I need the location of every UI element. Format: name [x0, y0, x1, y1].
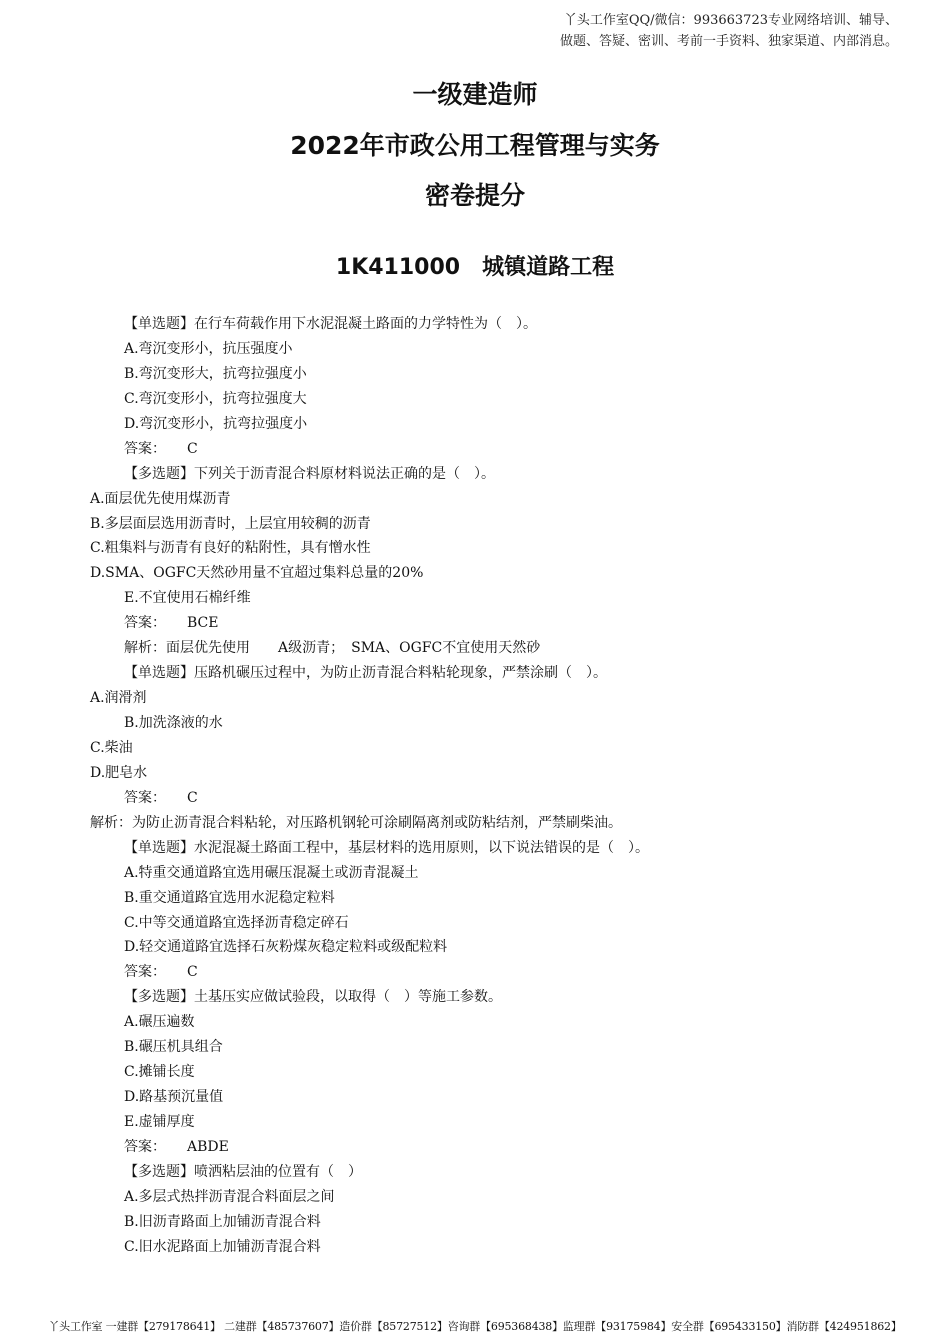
content-line: E.不宜使用石棉纤维	[124, 590, 251, 607]
content-line: 答案： BCE	[124, 615, 219, 632]
content-line: 答案： C	[124, 440, 198, 457]
content-line: D.肥皂水	[90, 764, 148, 781]
content-line: 答案： C	[124, 789, 198, 806]
content-line: 【单选题】压路机碾压过程中，为防止沥青混合料粘轮现象，严禁涂刷（ ）。	[124, 665, 607, 682]
content-line: A.碾压遍数	[124, 1014, 195, 1031]
content-line: C.弯沉变形小，抗弯拉强度大	[124, 390, 307, 407]
section-title: 1K411000 城镇道路工程	[335, 255, 615, 280]
content-line: 答案： C	[124, 964, 198, 981]
content-line: D.SMA、OGFC天然砂用量不宜超过集料总量的20%	[90, 565, 424, 582]
content-line: A.润滑剂	[90, 690, 147, 707]
paper-title: 密卷提分	[424, 181, 525, 210]
content-line: 【多选题】下列关于沥青混合料原材料说法正确的是（ ）。	[124, 465, 495, 482]
content-line: C.粗集料与沥青有良好的粘附性，具有憎水性	[90, 540, 371, 557]
content-line: A.特重交通道路宜选用碾压混凝土或沥青混凝土	[124, 864, 419, 881]
content-line: B.加洗涤液的水	[124, 715, 223, 731]
content-line: A.面层优先使用煤沥青	[90, 490, 231, 507]
content-line: A.多层式热拌沥青混合料面层之间	[124, 1188, 335, 1205]
content-line: 【多选题】喷洒粘层油的位置有（ ）	[124, 1163, 362, 1180]
content-line: B.旧沥青路面上加铺沥青混合料	[124, 1213, 321, 1230]
page-header	[468, 10, 898, 52]
content-line: B.多层面层选用沥青时，上层宜用较稠的沥青	[90, 515, 371, 532]
subject-title: 2022年市政公用工程管理与实务	[290, 131, 660, 160]
content-line: C.旧水泥路面上加铺沥青混合料	[124, 1238, 321, 1255]
content-line: 解析：为防止沥青混合料粘轮，对压路机钢轮可涂刷隔离剂或防粘结剂，严禁刷柴油。	[90, 814, 622, 831]
content-line: D.路基预沉量值	[124, 1089, 224, 1106]
content-line: 【单选题】水泥混凝土路面工程中，基层材料的选用原则，以下说法错误的是（ ）。	[124, 839, 649, 856]
exam-title: 一级建造师	[412, 80, 538, 109]
content-line: B.碾压机具组合	[124, 1039, 223, 1056]
content-line: E.虚铺厚度	[124, 1114, 195, 1130]
header-line-2: 做题、答疑、密训、考前一手资料、独家渠道、内部消息。	[559, 34, 898, 49]
content-line: B.弯沉变形大，抗弯拉强度小	[124, 365, 307, 382]
content-line: 【单选题】在行车荷载作用下水泥混凝土路面的力学特性为（ ）。	[124, 316, 537, 332]
page-footer: 丫头工作室 一建群【279178641】 二建群【485737607】造价群【85727512】咨询群【695368438】监理群【93175984】安全群【695433150】消防群【424951862】	[48, 1320, 902, 1333]
content-line: D.轻交通道路宜选择石灰粉煤灰稳定粒料或级配粒料	[124, 939, 448, 956]
content-line: 解析：面层优先使用 A级沥青； SMA、OGFC不宜使用天然砂	[124, 640, 541, 657]
content-line: C.柴油	[90, 739, 133, 756]
content-line: B.重交通道路宜选用水泥稳定粒料	[124, 889, 335, 906]
content-line: A.弯沉变形小，抗压强度小	[124, 340, 293, 357]
content-line: D.弯沉变形小，抗弯拉强度小	[124, 415, 308, 432]
question-list	[0, 312, 950, 1260]
content-line: C.摊铺长度	[124, 1064, 195, 1081]
content-line: 【多选题】土基压实应做试验段，以取得（ ）等施工参数。	[124, 989, 502, 1006]
header-line-1: 丫头工作室QQ/微信：993663723专业网络培训、辅导、	[563, 13, 898, 28]
content-line: 答案： ABDE	[124, 1138, 229, 1155]
content-line: C.中等交通道路宜选择沥青稳定碎石	[124, 914, 349, 931]
